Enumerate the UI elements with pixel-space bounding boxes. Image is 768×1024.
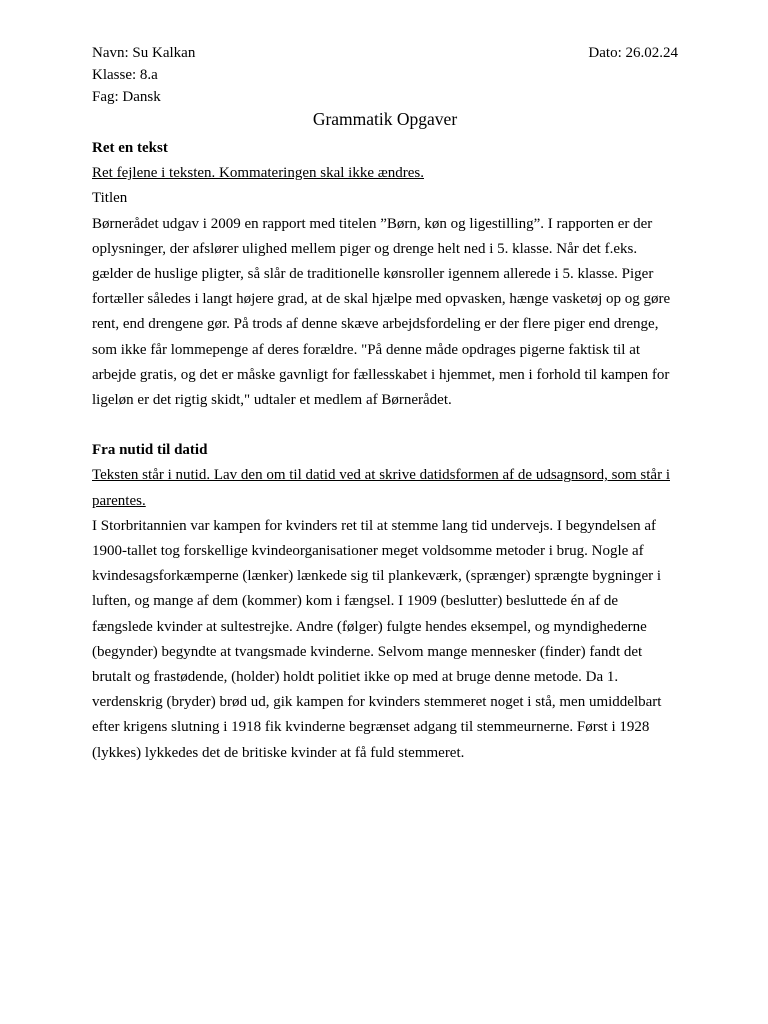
section-spacer xyxy=(92,413,678,438)
section2-instruction: Teksten står i nutid. Lav den om til datid ved at skrive datidsformen af de udsagnsord, som står i parentes. xyxy=(92,467,670,509)
section1-heading: Ret en tekst xyxy=(92,140,168,156)
student-name: Navn: Su Kalkan xyxy=(92,45,196,61)
class-line: Klasse: 8.a xyxy=(92,67,158,83)
section2-body: I Storbritannien var kampen for kvinders ret til at stemme lang tid undervejs. I begyndelsen af 1900-tallet tog forskellige kvindeorganisationer meget voldsomme metoder i brug. Nogle af kvindesagsforkæmperne (lænker) lænkede sig til plankeværk, (sprænger) sprængte bygninger i luften, og mange af dem (kommer) kom i fængsel. I 1909 (beslutter) besluttede én af de fængslede kvinder at sultestrejke. Andre (følger) fulgte hendes eksempel, og myndighederne (begynder) begyndte at tvangsmade kvinderne. Selvom mange mennesker (finder) fandt det brutalt og frastødende, (holder) holdt politiet ikke op med at bruge denne metode. Da 1. verdenskrig (bryder) brød ud, gik kampen for kvinders stemmeret noget i stå, men umiddelbart efter krigens slutning i 1918 fik kvinderne begrænset adgang til stemmeurnerne. Først i 1928 (lykkes) lykkedes det de britiske kvinder at få fuld stemmeret. xyxy=(92,517,662,761)
document-page xyxy=(92,42,678,766)
section2-heading: Fra nutid til datid xyxy=(92,442,208,459)
section1-subtitle: Titlen xyxy=(92,190,128,207)
section1-instruction: Ret fejlene i teksten. Kommateringen skal ikke ændres. xyxy=(92,165,424,182)
subject-line: Fag: Dansk xyxy=(92,89,161,105)
page-title: Grammatik Opgaver xyxy=(312,109,458,129)
assignment-date: Dato: 26.02.24 xyxy=(588,45,678,61)
section1-body: Børnerådet udgav i 2009 en rapport med titelen ”Børn, køn og ligestilling”. I rapporten er der oplysninger, der afslører ulighed mellem piger og drenge helt ned i 5. klasse. Når det f.eks. gælder de huslige pligter, så slår de traditionelle kønsroller igennem allerede i 5. klasse. Piger fortæller således i langt højere grad, at de skal hjælpe med opvasken, hænge vasketøj op og gøre rent, end drengene gør. På trods af denne skæve arbejdsfordeling er der flere piger end drenge, som ikke får lommepenge af deres forældre. "På denne måde opdrages pigerne faktisk til at arbejde gratis, og det er måske gavnligt for fællesskabet i hjemmet, men i forhold til kampen for ligeløn er det rigtig skidt," udtaler et medlem af Børnerådet. xyxy=(92,215,671,409)
header-row xyxy=(92,42,678,64)
